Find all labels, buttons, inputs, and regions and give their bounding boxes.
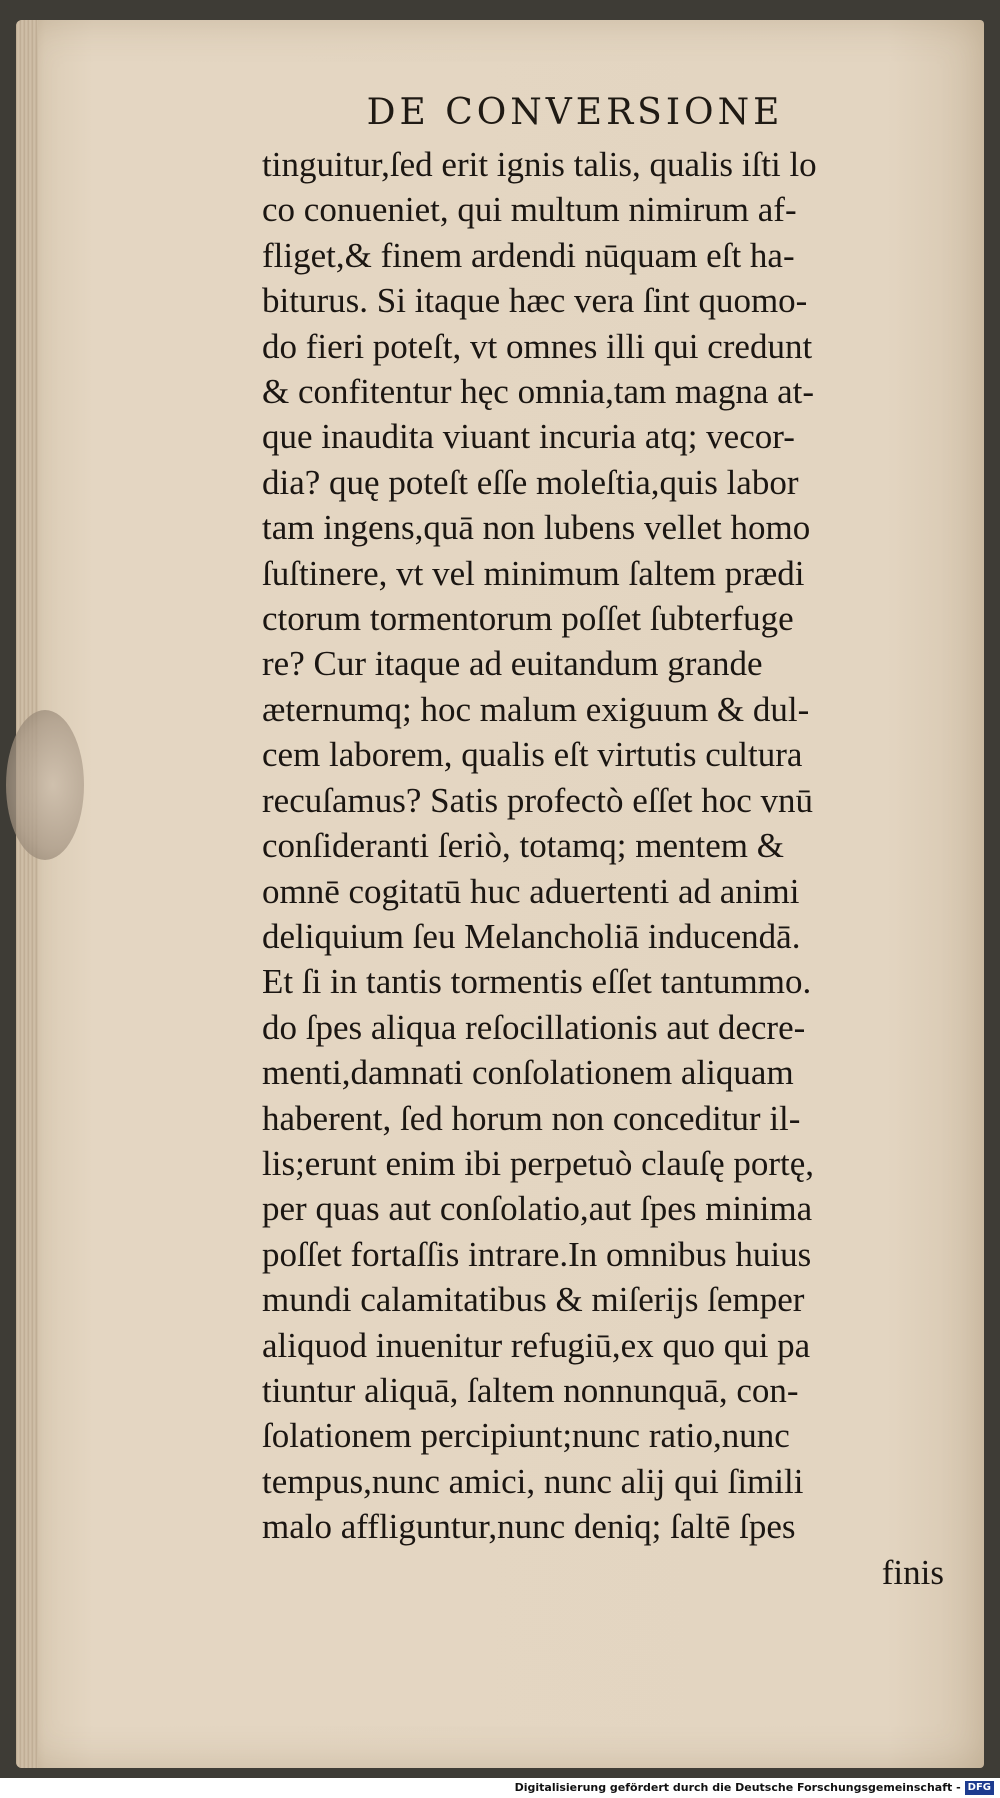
page-edge xyxy=(16,20,38,1768)
digitization-credit xyxy=(0,1778,1000,1798)
running-head: DE CONVERSIONE xyxy=(366,92,784,133)
text-line: ſolationem percipiunt;nunc ratio,nunc xyxy=(262,1416,790,1456)
text-line: re? Cur itaque ad euitandum grande xyxy=(262,644,763,684)
text-line: do ſpes aliqua reſocillationis aut decre- xyxy=(262,1007,806,1047)
text-line: poſſet fortaſſis intrare.In omnibus huius xyxy=(262,1234,812,1274)
text-line: ctorum tormentorum poſſet ſubterfuge xyxy=(262,599,794,639)
text-line: menti,damnati conſolationem aliquam xyxy=(262,1053,794,1093)
text-line: recuſamus? Satis profectò eſſet hoc vnū xyxy=(262,780,814,820)
text-line: omnē cogitatū huc aduertenti ad animi xyxy=(262,871,800,911)
text-line: cem laborem, qualis eſt virtutis cultura xyxy=(262,735,803,775)
page-clip xyxy=(6,710,84,860)
text-line: dia? quę poteſt eſſe moleſtia,quis labor xyxy=(262,462,799,502)
text-line: biturus. Si itaque hæc vera ſint quomo- xyxy=(262,281,808,321)
text-line: do fieri poteſt, vt omnes illi qui credunt xyxy=(262,326,813,366)
text-line: per quas aut conſolatio,aut ſpes minima xyxy=(262,1189,813,1229)
catchword: finis xyxy=(881,1552,944,1592)
text-line: tinguitur,ſed erit ignis talis, qualis iſti lo xyxy=(262,145,817,184)
text-line: conſideranti ſeriò, totamq; mentem & xyxy=(262,826,784,866)
text-line: tempus,nunc amici, nunc alij qui ſimili xyxy=(262,1461,804,1501)
text-line: æternumq; hoc malum exiguum & dul- xyxy=(262,689,810,729)
text-line: fliget,& finem ardendi nūquam eſt ha- xyxy=(262,235,795,275)
text-line: & confitentur hęc omnia,tam magna at- xyxy=(262,372,815,412)
text-line: Et ſi in tantis tormentis eſſet tantummo. xyxy=(262,962,812,1002)
text-line: deliquium ſeu Melancholiā inducendā. xyxy=(262,916,801,956)
text-line: co conueniet, qui multum nimirum af- xyxy=(262,190,797,230)
text-line: tam ingens,quā non lubens vellet homo xyxy=(262,508,811,548)
text-line: mundi calamitatibus & miſerijs ſemper xyxy=(262,1280,805,1320)
text-line: malo affliguntur,nunc deniq; ſaltē ſpes xyxy=(262,1507,796,1547)
text-line: tiuntur aliquā, ſaltem nonnunquā, con- xyxy=(262,1370,799,1410)
credit-text: Digitalisierung gefördert durch die Deutsche Forschungsgemeinschaft - xyxy=(514,1781,961,1794)
text-line: haberent, ſed horum non conceditur il- xyxy=(262,1098,801,1138)
text-line: ſuſtinere, vt vel minimum ſaltem prædi xyxy=(262,553,805,593)
text-line: que inaudita viuant incuria atq; vecor- xyxy=(262,417,795,457)
dfg-logo: DFG xyxy=(965,1781,994,1795)
text-line: lis;erunt enim ibi perpetuò clauſę portę, xyxy=(262,1143,815,1183)
text-line: aliquod inuenitur refugiū,ex quo qui pa xyxy=(262,1325,811,1365)
body-text xyxy=(262,142,962,1595)
